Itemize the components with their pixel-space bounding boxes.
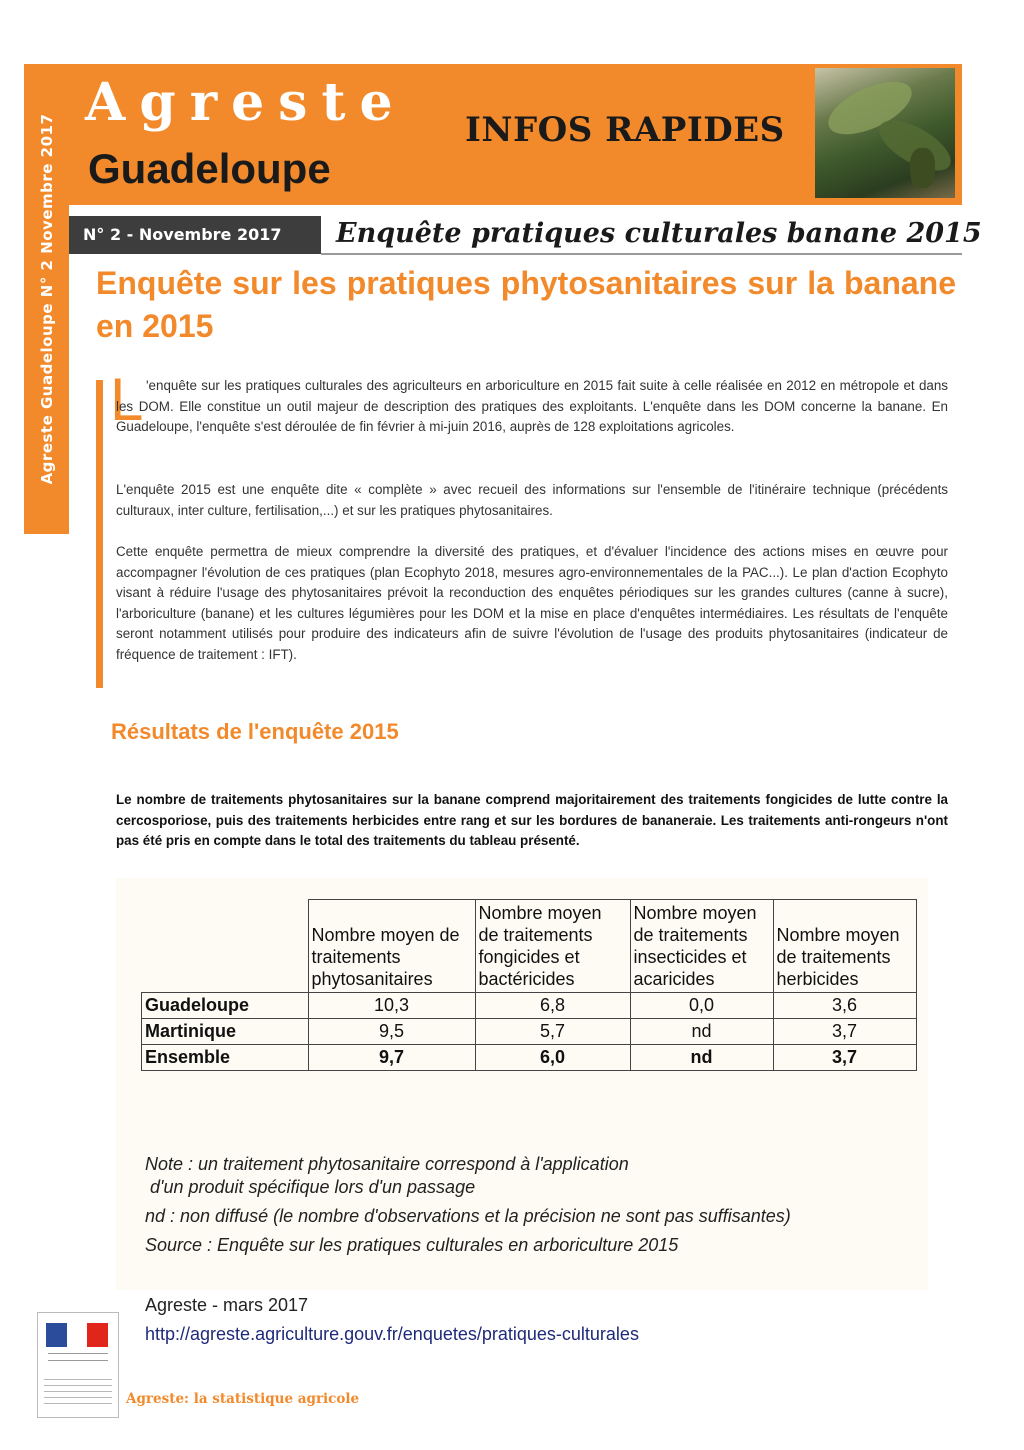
table-cell: 3,7 bbox=[773, 1045, 916, 1071]
row-label: Guadeloupe bbox=[142, 993, 309, 1019]
table-row bbox=[142, 1019, 917, 1045]
table-header-row bbox=[142, 900, 917, 993]
row-label: Ensemble bbox=[142, 1045, 309, 1071]
side-strip bbox=[24, 64, 69, 534]
footer-tagline: Agreste: la statistique agricole bbox=[126, 1391, 360, 1407]
table-header: Nombre moyen de traitements fongicides et bactéricides bbox=[475, 900, 630, 993]
table-corner bbox=[142, 900, 309, 993]
nd-note: nd : non diffusé (le nombre d'observations et la précision ne sont pas suffisantes) bbox=[145, 1206, 791, 1226]
intro-accent-bar bbox=[96, 380, 103, 688]
table-cell: 6,8 bbox=[475, 993, 630, 1019]
table-cell: nd bbox=[630, 1019, 773, 1045]
table-header: Nombre moyen de traitements phytosanitaires bbox=[308, 900, 475, 993]
credit-text: Agreste - mars 2017 bbox=[145, 1295, 309, 1315]
divider bbox=[321, 253, 962, 255]
drop-cap: L bbox=[110, 366, 144, 433]
page-title: Enquête sur les pratiques phytosanitaires sur la banane en 2015 bbox=[96, 265, 956, 344]
intro-paragraph-2: L'enquête 2015 est une enquête dite « complète » avec recueil des informations sur l'ensemble de l'itinéraire technique (précédents culturaux, inter culture, fertilisation,...) et sur les pratiques phytosanitaires. bbox=[116, 482, 948, 518]
row-label: Martinique bbox=[142, 1019, 309, 1045]
table-cell: 10,3 bbox=[308, 993, 475, 1019]
section-title-results: Résultats de l'enquête 2015 bbox=[111, 719, 399, 744]
french-flag-icon bbox=[46, 1323, 108, 1347]
brand-title: Agreste bbox=[85, 72, 407, 133]
table-cell: 9,5 bbox=[308, 1019, 475, 1045]
results-summary: Le nombre de traitements phytosanitaires sur la banane comprend majoritairement des traitements fongicides de lutte contre la cercosporiose, puis des traitements herbicides entre rang et sur les bordures de bananeraie. Les traitements anti-rongeurs n'ont pas été pris en compte dans le total des traitements du tableau présenté. bbox=[116, 792, 948, 849]
region-title: Guadeloupe bbox=[88, 145, 331, 192]
note-text-continued: d'un produit spécifique lors d'un passage bbox=[150, 1177, 476, 1197]
table-header: Nombre moyen de traitements herbicides bbox=[773, 900, 916, 993]
table-cell: 6,0 bbox=[475, 1045, 630, 1071]
table-cell: 3,7 bbox=[773, 1019, 916, 1045]
side-strip-text: Agreste Guadeloupe N° 2 Novembre 2017 bbox=[37, 113, 56, 485]
logo-text-lines bbox=[44, 1379, 112, 1409]
table-cell: 0,0 bbox=[630, 993, 773, 1019]
table-cell: 5,7 bbox=[475, 1019, 630, 1045]
table-cell: 9,7 bbox=[308, 1045, 475, 1071]
banana-plant-photo bbox=[815, 68, 955, 198]
banana-bunch-shape bbox=[910, 148, 935, 188]
intro-paragraph-1: 'enquête sur les pratiques culturales des agriculteurs en arboriculture en 2015 fait suite à celle réalisée en 2012 en métropole et dans les DOM. Elle constitue un outil majeur de description des pratiques des exploitants. L'enquête dans les DOM concerne la banane. En Guadeloupe, l'enquête s'est déroulée de fin février à mi-juin 2016, auprès de 128 exploitations agricoles. bbox=[116, 378, 948, 435]
intro-paragraph-3: Cette enquête permettra de mieux comprendre la diversité des pratiques, et d'évaluer l'incidence des actions mises en œuvre pour accompagner l'évolution de ces pratiques (plan Ecophyto 2018, mesures agro-environnementales de la PAC...). Le plan d'action Ecophyto visant à réduire l'usage des phytosanitaires prévoit la reconduction des enquêtes périodiques sur les grandes cultures (canne à sucre), l'arboriculture (banane) et les cultures légumières pour les DOM et la mise en place d'enquêtes intermédiaires. Les résultats de l'enquête seront notamment utilisés pour produire des indicateurs afin de suivre l'évolution de l'usage des produits phytosanitaires (indicateur de fréquence de traitement : IFT). bbox=[116, 544, 948, 662]
results-table bbox=[141, 899, 917, 1071]
note-text: Note : un traitement phytosanitaire correspond à l'application bbox=[145, 1154, 629, 1174]
table-cell: nd bbox=[630, 1045, 773, 1071]
table-cell: 3,6 bbox=[773, 993, 916, 1019]
series-title: INFOS RAPIDES bbox=[465, 110, 785, 150]
issue-tag: N° 2 - Novembre 2017 bbox=[69, 216, 321, 254]
table-row bbox=[142, 993, 917, 1019]
logo-rule bbox=[48, 1353, 108, 1361]
table-row-total bbox=[142, 1045, 917, 1071]
source-link[interactable]: http://agreste.agriculture.gouv.fr/enquetes/pratiques-culturales bbox=[145, 1324, 639, 1344]
table-header: Nombre moyen de traitements insecticides et acaricides bbox=[630, 900, 773, 993]
ministry-logo bbox=[37, 1312, 119, 1418]
source-note: Source : Enquête sur les pratiques culturales en arboriculture 2015 bbox=[145, 1235, 679, 1255]
survey-title: Enquête pratiques culturales banane 2015 bbox=[336, 218, 982, 249]
